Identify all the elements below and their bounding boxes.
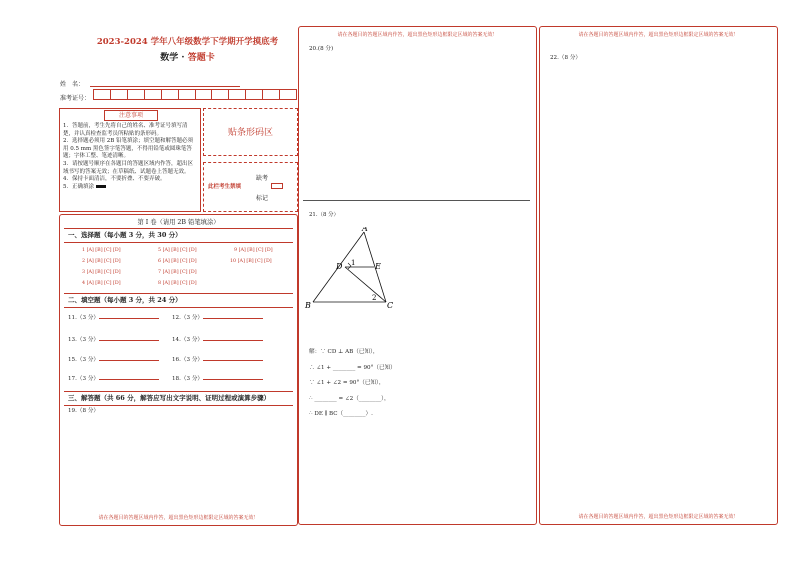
notice-item-5: 5．正确填涂 <box>63 184 197 192</box>
answer-region-right <box>539 26 778 525</box>
point-A: A <box>362 227 368 233</box>
q20-q21-divider <box>303 200 530 201</box>
warning-left: 请在各题目的答题区域内作答，超出黑色矩形边框限定区域的答案无效！ <box>98 515 259 521</box>
point-B: B <box>305 301 311 310</box>
absent-checkbox[interactable] <box>271 183 283 189</box>
solution-line-3: ∵ ∠1 + ∠2 = 90°（已知）， <box>309 380 385 386</box>
fill-12[interactable]: 12.（3 分） <box>172 313 263 321</box>
section3-title: 三、解答题（共 66 分，解答应写出文字说明、证明过程或演算步骤） <box>64 391 293 406</box>
subject-name: 数学 · <box>160 53 188 63</box>
subject-card-label: 答题卡 <box>187 53 215 63</box>
notice-item-3: 3．请按题号顺序在各题目的答题区域内作答，超出区域书写的答案无效；在草稿纸、试题卷上答题无效。 <box>63 160 194 175</box>
segment-CD <box>345 267 386 302</box>
choice-9[interactable]: 9 [A] [B] [C] [D] <box>234 248 273 253</box>
answer-region-left <box>59 214 298 526</box>
choice-8[interactable]: 8 [A] [B] [C] [D] <box>158 281 197 286</box>
solution-line-4[interactable]: ∴ ________ = ∠2（________）， <box>309 395 390 402</box>
warning-middle-top: 请在各题目的答题区域内作答，超出黑色矩形边框限定区域的答案无效！ <box>337 32 498 38</box>
solution-line-5[interactable]: ∴ DE ∥ BC（________）. <box>309 411 373 417</box>
warning-right-top: 请在各题目的答题区域内作答，超出黑色矩形边框限定区域的答案无效！ <box>578 32 739 38</box>
name-field[interactable] <box>90 86 240 87</box>
q22-label: 22.（8 分） <box>550 55 582 61</box>
fill-15[interactable]: 15.（3 分） <box>68 355 159 363</box>
angle-1-label: 1 <box>351 259 356 267</box>
solution-line-1: 解：∵ CD ⊥ AB（已知）， <box>309 349 379 355</box>
point-E: E <box>375 262 381 271</box>
notice-item-4: 4．保持卡面清洁，不要折叠、不要弄破。 <box>63 176 166 183</box>
choice-3[interactable]: 3 [A] [B] [C] [D] <box>82 270 121 275</box>
fill-16[interactable]: 16.（3 分） <box>172 355 263 363</box>
choice-2[interactable]: 2 [A] [B] [C] [D] <box>82 259 121 264</box>
fill-11[interactable]: 11.（3 分） <box>68 313 159 321</box>
fill-13[interactable]: 13.（3 分） <box>68 335 159 343</box>
subject-title <box>70 50 305 63</box>
absent-label: 缺考 <box>256 175 269 182</box>
q19-answer-area[interactable] <box>68 415 288 505</box>
point-C: C <box>387 301 394 310</box>
exam-id-boxes[interactable] <box>93 89 297 100</box>
absent-mark-label: 标记 <box>256 195 269 202</box>
point-D: D <box>336 262 343 271</box>
volume-title: 第 I 卷（请用 2B 铅笔填涂） <box>137 219 220 226</box>
exam-title: 2023-2024 学年八年级数学下学期开学摸底考 <box>96 37 279 47</box>
q22-answer-area[interactable] <box>548 63 768 503</box>
choice-6[interactable]: 6 [A] [B] [C] [D] <box>158 259 197 264</box>
choice-4[interactable]: 4 [A] [B] [C] [D] <box>82 281 121 286</box>
choice-7[interactable]: 7 [A] [B] [C] [D] <box>158 270 197 275</box>
filled-bubble-sample <box>96 185 106 188</box>
choice-1[interactable]: 1 [A] [B] [C] [D] <box>82 248 121 253</box>
fill-18[interactable]: 18.（3 分） <box>172 374 263 382</box>
q20-label: 20.(8 分) <box>309 46 334 52</box>
notice-box <box>59 108 201 212</box>
section2-title: 二、填空题（每小题 3 分，共 24 分） <box>64 293 293 308</box>
triangle-figure <box>301 227 401 312</box>
notice-item-2: 2．选择题必须用 2B 铅笔填涂；填空题和解答题必须用 0.5 mm 黑色签字笔答题，不得用铅笔或圆珠笔答题；字体工整、笔迹清晰。 <box>63 138 194 160</box>
warning-right-bottom: 请在各题目的答题区域内作答，超出黑色矩形边框限定区域的答案无效！ <box>578 514 739 520</box>
solution-line-2[interactable]: ∴ ∠1 + ________ = 90°（已知） <box>309 364 396 371</box>
q19-label: 19.（8 分） <box>68 408 100 414</box>
absent-fill-label: 此栏考生禁填 <box>208 184 242 190</box>
barcode-area <box>203 108 298 156</box>
q21-solution <box>309 345 396 423</box>
q21-label: 21.（8 分） <box>309 212 339 218</box>
fill-17[interactable]: 17.（3 分） <box>68 374 159 382</box>
choice-5[interactable]: 5 [A] [B] [C] [D] <box>158 248 197 253</box>
q20-answer-area[interactable] <box>307 54 527 199</box>
angle-2-label: 2 <box>372 294 377 302</box>
notice-item-1: 1．答题前，考生先将自己的姓名、准考证号填写清楚，并认真检查监考员所粘贴的条形码。 <box>63 123 188 137</box>
fill-14[interactable]: 14.（3 分） <box>172 335 263 343</box>
section1-title: 一、选择题（每小题 3 分，共 30 分） <box>64 228 293 243</box>
exam-id-label: 准考证号： <box>60 95 91 102</box>
answer-region-middle <box>298 26 537 525</box>
absent-mark-area <box>203 162 298 212</box>
choice-10[interactable]: 10 [A] [B] [C] [D] <box>230 259 272 264</box>
name-label: 姓 名： <box>60 81 85 88</box>
notice-title: 注意事项 <box>104 110 158 121</box>
choice-area <box>60 243 297 291</box>
barcode-label: 贴条形码区 <box>227 128 273 138</box>
